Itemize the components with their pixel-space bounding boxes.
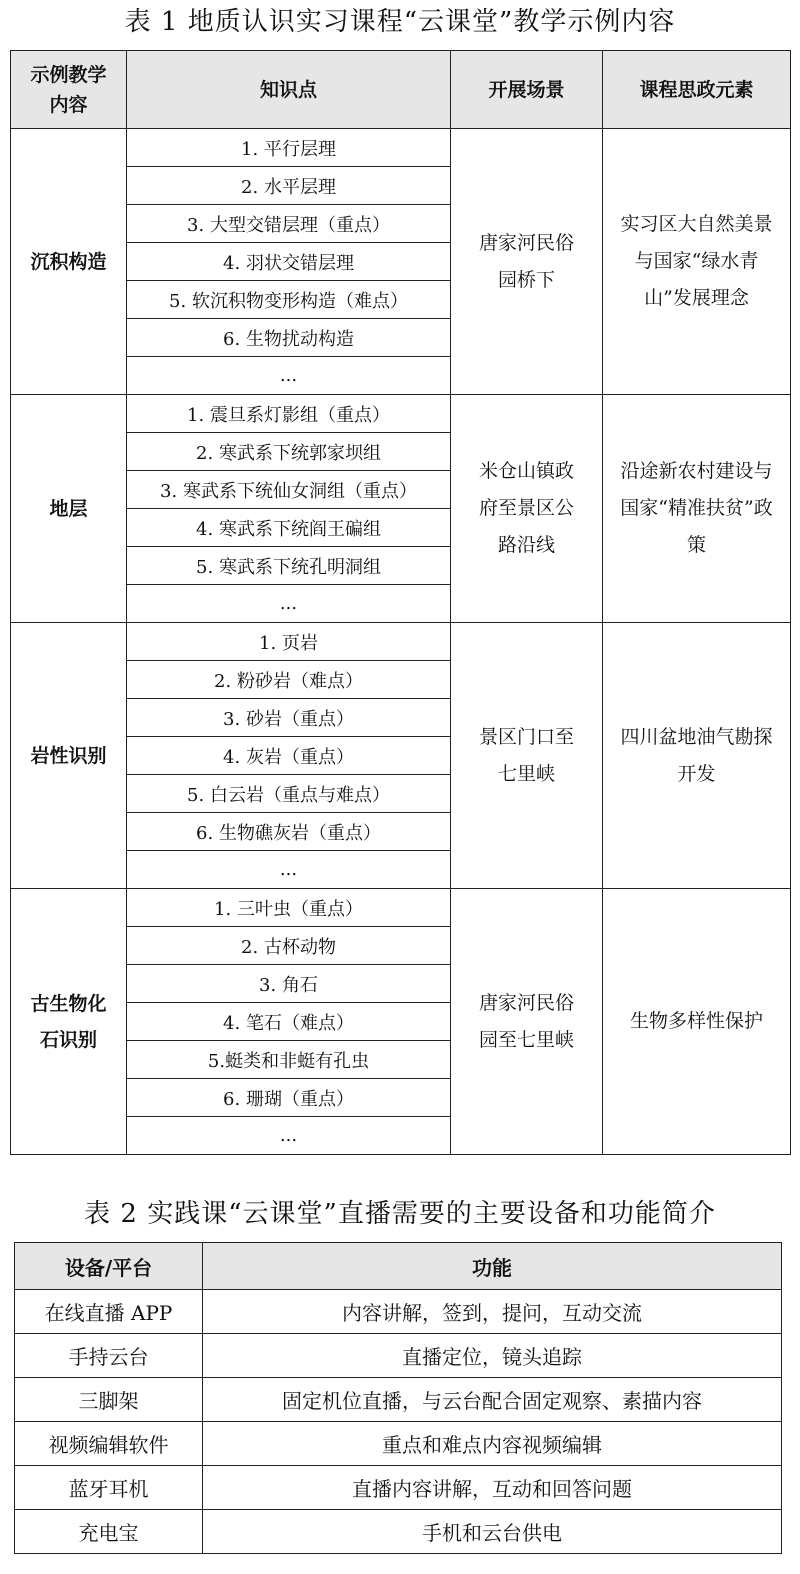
knowledge-point: ... — [127, 851, 451, 889]
category-cell: 岩性识别 — [11, 623, 127, 889]
knowledge-point: 5. 寒武系下统孔明洞组 — [127, 547, 451, 585]
table2-header-row — [15, 1243, 782, 1290]
device-cell: 蓝牙耳机 — [15, 1466, 203, 1510]
knowledge-point: 1. 页岩 — [127, 623, 451, 661]
knowledge-point: 2. 水平层理 — [127, 167, 451, 205]
knowledge-point: 4. 笔石（难点） — [127, 1003, 451, 1041]
header-ideology: 课程思政元素 — [603, 51, 791, 129]
scene-cell: 景区门口至七里峡 — [451, 623, 603, 889]
category-cell: 古生物化石识别 — [11, 889, 127, 1155]
table1-caption: 表 1 地质认识实习课程“云课堂”教学示例内容 — [124, 7, 676, 37]
table-row — [15, 1510, 782, 1554]
scene-cell: 米仓山镇政府至景区公路沿线 — [451, 395, 603, 623]
knowledge-point: 5.蜓类和非蜓有孔虫 — [127, 1041, 451, 1079]
table-row — [11, 129, 791, 167]
table-row — [15, 1422, 782, 1466]
category-cell: 沉积构造 — [11, 129, 127, 395]
category-cell: 地层 — [11, 395, 127, 623]
knowledge-point: 5. 软沉积物变形构造（难点） — [127, 281, 451, 319]
table-row — [15, 1334, 782, 1378]
knowledge-point: ... — [127, 585, 451, 623]
function-cell: 重点和难点内容视频编辑 — [203, 1422, 782, 1466]
table1-header-row — [11, 51, 791, 129]
header-device: 设备/平台 — [15, 1243, 203, 1290]
knowledge-point: 3. 角石 — [127, 965, 451, 1003]
knowledge-point: 4. 寒武系下统阎王碥组 — [127, 509, 451, 547]
equipment-table — [14, 1242, 782, 1554]
device-cell: 视频编辑软件 — [15, 1422, 203, 1466]
header-scene: 开展场景 — [451, 51, 603, 129]
table-row — [15, 1378, 782, 1422]
knowledge-point: 6. 生物扰动构造 — [127, 319, 451, 357]
function-cell: 直播内容讲解，互动和回答问题 — [203, 1466, 782, 1510]
ideology-cell: 实习区大自然美景与国家“绿水青山”发展理念 — [603, 129, 791, 395]
knowledge-point: 2. 古杯动物 — [127, 927, 451, 965]
function-cell: 手机和云台供电 — [203, 1510, 782, 1554]
table-row — [15, 1290, 782, 1334]
scene-cell: 唐家河民俗园至七里峡 — [451, 889, 603, 1155]
knowledge-point: 3. 大型交错层理（重点） — [127, 205, 451, 243]
knowledge-point: 2. 寒武系下统郭家坝组 — [127, 433, 451, 471]
table-row — [11, 623, 791, 661]
device-cell: 三脚架 — [15, 1378, 203, 1422]
knowledge-point: 5. 白云岩（重点与难点） — [127, 775, 451, 813]
knowledge-point: 4. 羽状交错层理 — [127, 243, 451, 281]
device-cell: 在线直播 APP — [15, 1290, 203, 1334]
knowledge-point: 4. 灰岩（重点） — [127, 737, 451, 775]
header-teaching-content: 示例教学内容 — [11, 51, 127, 129]
function-cell: 内容讲解，签到，提问，互动交流 — [203, 1290, 782, 1334]
knowledge-point: 6. 生物礁灰岩（重点） — [127, 813, 451, 851]
knowledge-point: 3. 砂岩（重点） — [127, 699, 451, 737]
device-cell: 手持云台 — [15, 1334, 203, 1378]
table-row — [11, 395, 791, 433]
device-cell: 充电宝 — [15, 1510, 203, 1554]
knowledge-point: 1. 平行层理 — [127, 129, 451, 167]
teaching-examples-table — [10, 50, 791, 1155]
knowledge-point: ... — [127, 1117, 451, 1155]
knowledge-point: 2. 粉砂岩（难点） — [127, 661, 451, 699]
knowledge-point: 1. 三叶虫（重点） — [127, 889, 451, 927]
header-function: 功能 — [203, 1243, 782, 1290]
knowledge-point: 3. 寒武系下统仙女洞组（重点） — [127, 471, 451, 509]
function-cell: 直播定位，镜头追踪 — [203, 1334, 782, 1378]
knowledge-point: 6. 珊瑚（重点） — [127, 1079, 451, 1117]
table2-caption: 表 2 实践课“云课堂”直播需要的主要设备和功能简介 — [84, 1199, 716, 1229]
knowledge-point: ... — [127, 357, 451, 395]
scene-cell: 唐家河民俗园桥下 — [451, 129, 603, 395]
table-row — [11, 889, 791, 927]
ideology-cell: 四川盆地油气勘探开发 — [603, 623, 791, 889]
knowledge-point: 1. 震旦系灯影组（重点） — [127, 395, 451, 433]
header-knowledge-points: 知识点 — [127, 51, 451, 129]
function-cell: 固定机位直播，与云台配合固定观察、素描内容 — [203, 1378, 782, 1422]
ideology-cell: 生物多样性保护 — [603, 889, 791, 1155]
table-row — [15, 1466, 782, 1510]
ideology-cell: 沿途新农村建设与国家“精准扶贫”政策 — [603, 395, 791, 623]
